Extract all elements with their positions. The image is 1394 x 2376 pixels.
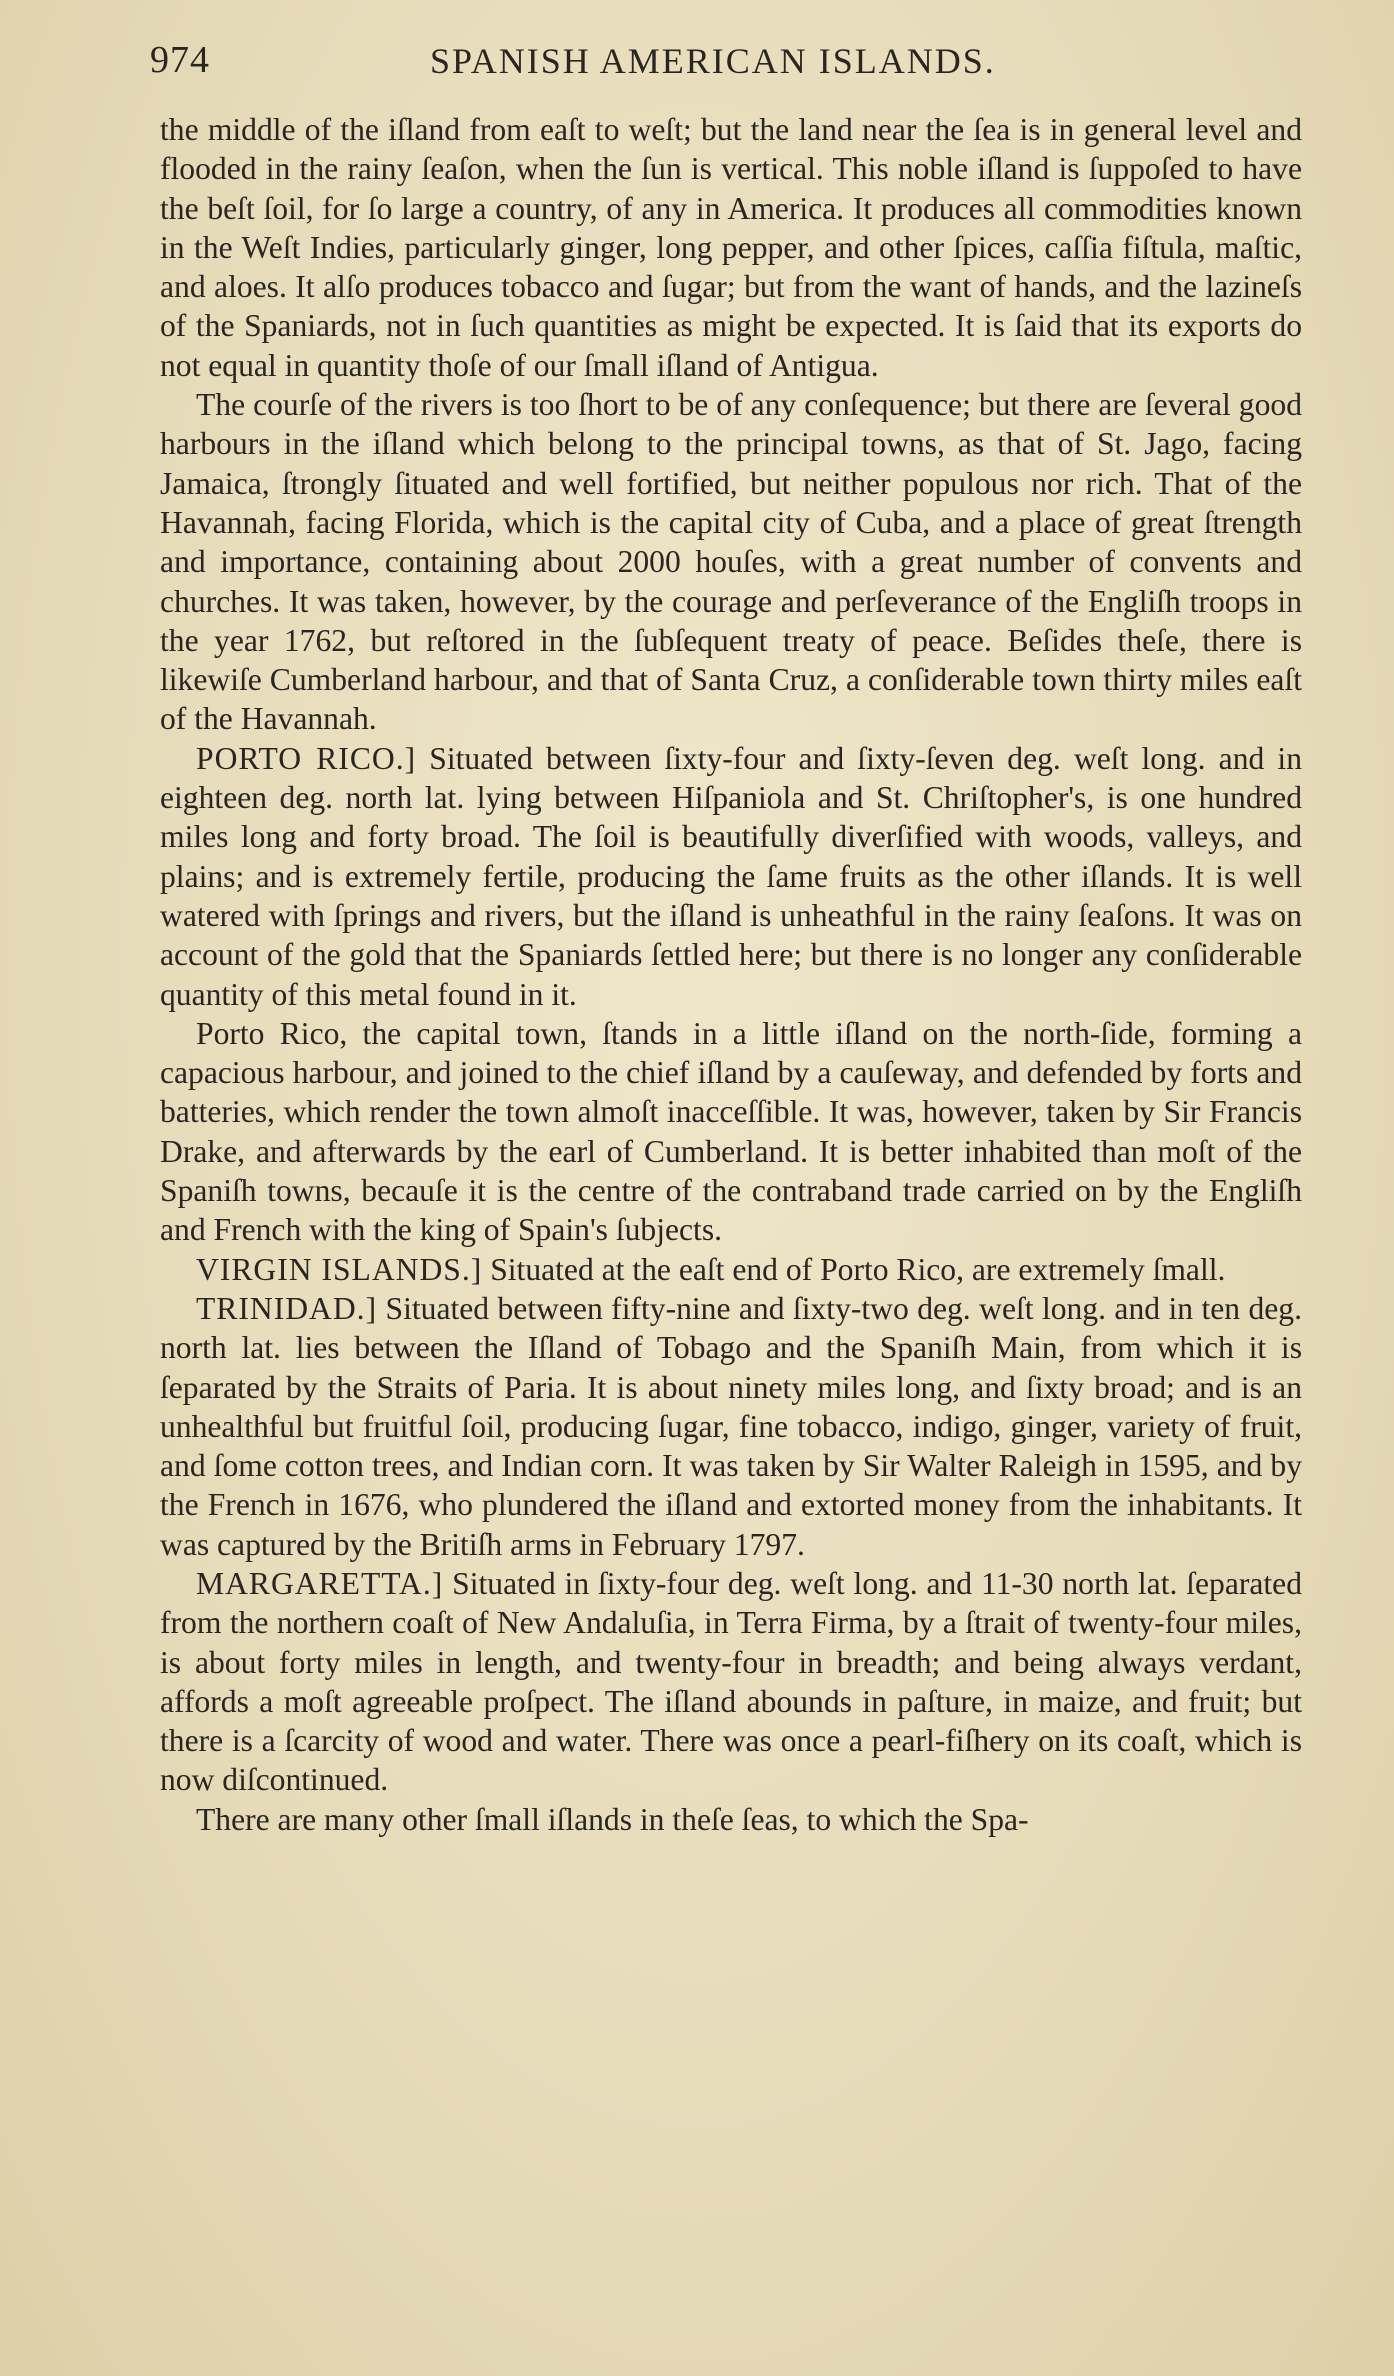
paragraph-text: Situated at the eaſt end of Porto Rico, are extremely ſmall.	[490, 1251, 1226, 1287]
paragraph-text: The courſe of the rivers is too ſhort to be of any conſequence; but there are ſeveral good harbours in the iſland which belong to the principal towns, as that of St. Jago, facing Jamaica, ſtrongly ſituated and well fortified, but neither populous nor rich. That of the Havannah, facing Florida, which is the capital city of Cuba, and a place of great ſtrength and importance, containing about 2000 houſes, with a great number of convents and churches. It was taken, however, by the courage and perſeverance of the Engliſh troops in the year 1762, but reſtored in the ſubſequent treaty of peace. Beſides theſe, there is likewiſe Cumberland harbour, and that of Santa Cruz, a conſiderable town thirty miles eaſt of the Havannah.	[160, 387, 1302, 737]
section-heading: VIRGIN ISLANDS.]	[196, 1251, 483, 1287]
section-heading: PORTO RICO.]	[196, 740, 417, 776]
paragraph-text: Situated in ſixty-four deg. weſt long. and 11-30 north lat. ſeparated from the northern coaſt of New Andaluſia, in Terra Firma, by a ſtrait of twenty-four miles, is about forty miles in length, and twenty-four in breadth; and being always verdant, affords a moſt agreeable proſpect. The iſland abounds in paſture, in maize, and fruit; but there is a ſcarcity of wood and water. There was once a pearl-fiſhery on its coaſt, which is now diſcontinued.	[160, 1565, 1302, 1798]
running-title: SPANISH AMERICAN ISLANDS.	[430, 41, 996, 81]
paragraph-porto-rico-town	[160, 1014, 1302, 1250]
paragraph-text: Porto Rico, the capital town, ſtands in a little iſland on the north-ſide, forming a capacious harbour, and joined to the chief iſland by a cauſeway, and defended by forts and batteries, which render the town almoſt inacceſſible. It was, however, taken by Sir Francis Drake, and afterwards by the earl of Cumberland. It is better inhabited than moſt of the Spaniſh towns, becauſe it is the centre of the contraband trade carried on by the Engliſh and French with the king of Spain's ſubjects.	[160, 1015, 1302, 1248]
paragraph-text: Situated between fifty-nine and ſixty-two deg. weſt long. and in ten deg. north lat. lies between the Iſland of Tobago and the Spaniſh Main, from which it is ſeparated by the Straits of Paria. It is about ninety miles long, and ſixty broad; and is an unhealthful but fruitful ſoil, producing ſugar, fine tobacco, indigo, ginger, variety of fruit, and ſome cotton trees, and Indian corn. It was taken by Sir Walter Raleigh in 1595, and by the French in 1676, who plundered the iſland and extorted money from the inhabitants. It was captured by the Britiſh arms in February 1797.	[160, 1290, 1302, 1562]
section-heading: MARGARETTA.]	[196, 1565, 444, 1601]
paragraph-virgin-islands	[160, 1250, 1302, 1289]
paragraph-margaretta	[160, 1564, 1302, 1800]
paragraph-text: the middle of the iſland from eaſt to weſt; but the land near the ſea is in general level and flooded in the rainy ſeaſon, when the ſun is vertical. This noble iſland is ſuppoſed to have the beſt ſoil, for ſo large a country, of any in America. It produces all commodities known in the Weſt Indies, particularly ginger, long pepper, and other ſpices, caſſia fiſtula, maſtic, and aloes. It alſo produces tobacco and ſugar; but from the want of hands, and the lazineſs of the Spaniards, not in ſuch quantities as might be expected. It is ſaid that its exports do not equal in quantity thoſe of our ſmall iſland of Antigua.	[160, 112, 1302, 383]
running-header	[150, 32, 1300, 92]
paragraph-cuba-harbours	[160, 385, 1302, 739]
paragraph-porto-rico	[160, 739, 1302, 1014]
page-number: 974	[150, 39, 210, 81]
paragraph-other-islands	[160, 1800, 1302, 1839]
paragraph-text: There are many other ſmall iſlands in theſe ſeas, to which the Spa-	[196, 1801, 1029, 1837]
body-text	[160, 110, 1302, 1839]
paragraph-text: Situated between ſixty-four and ſixty-ſeven deg. weſt long. and in eighteen deg. north lat. lying between Hiſpaniola and St. Chriſtopher's, is one hundred miles long and forty broad. The ſoil is beautifully diverſified with woods, valleys, and plains; and is extremely fertile, producing the ſame fruits as the other iſlands. It is well watered with ſprings and rivers, but the iſland is unheathful in the rainy ſeaſons. It was on account of the gold that the Spaniards ſettled here; but there is no longer any conſiderable quantity of this metal found in it.	[160, 740, 1302, 1012]
paragraph-trinidad	[160, 1289, 1302, 1564]
paragraph-cuba-soil	[160, 110, 1302, 385]
section-heading: TRINIDAD.]	[196, 1290, 378, 1326]
